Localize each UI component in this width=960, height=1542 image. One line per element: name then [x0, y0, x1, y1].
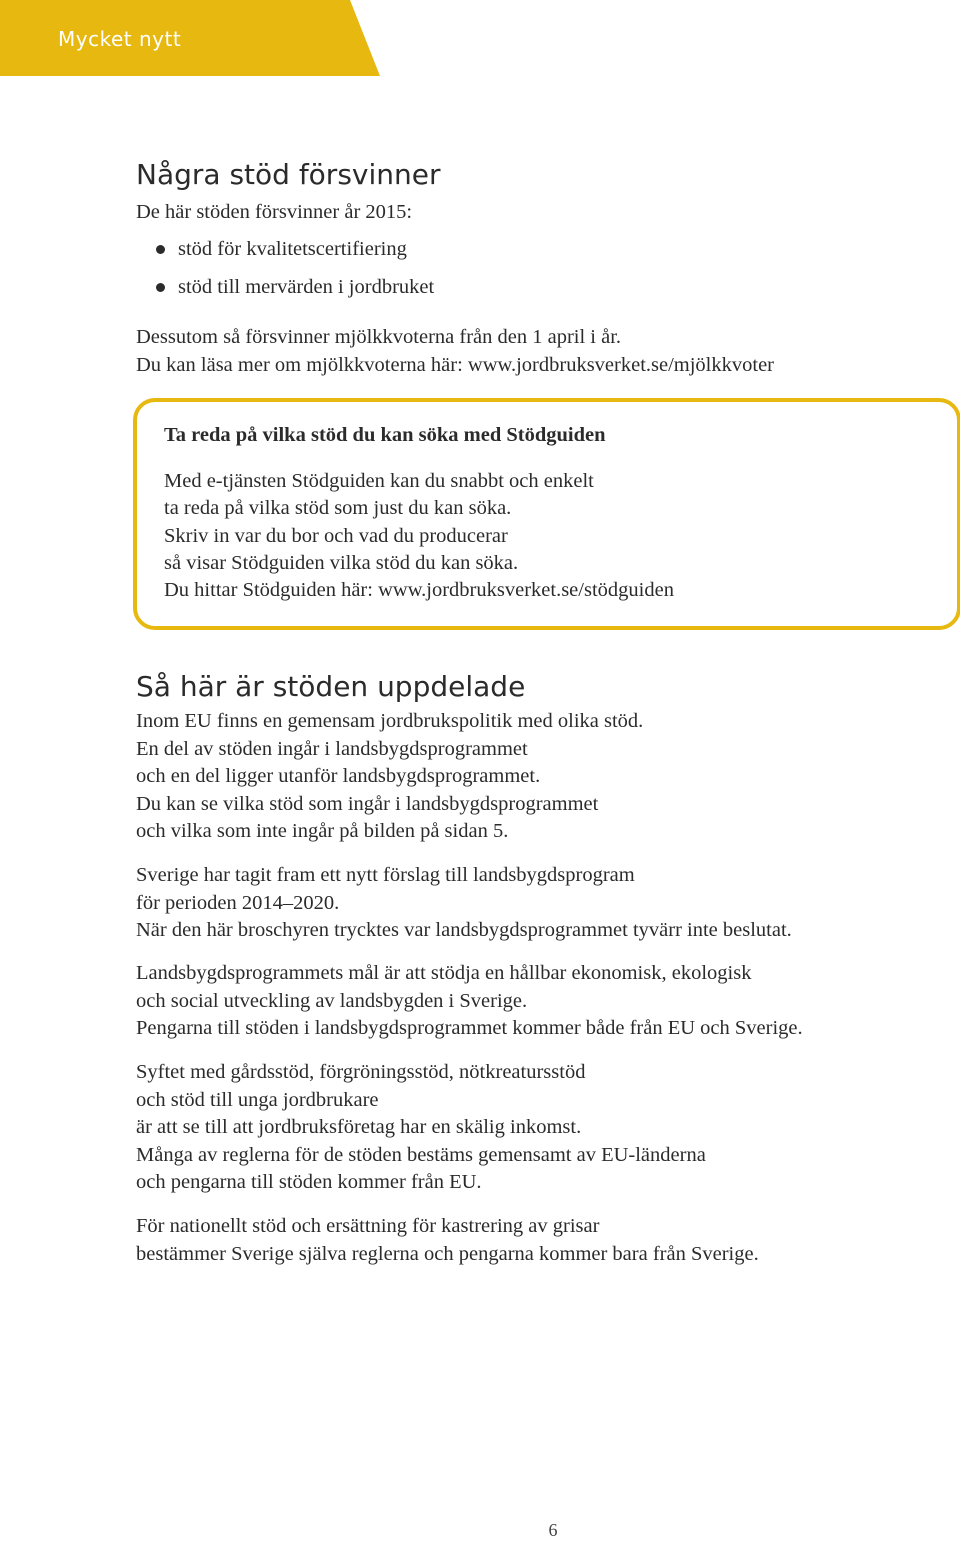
list-item: stöd för kvalitetscertifiering	[136, 236, 434, 274]
section-heading-support-division: Så här är stöden uppdelade	[136, 670, 526, 703]
bullet-list	[136, 236, 434, 312]
section-heading-disappearing-support: Några stöd försvinner	[136, 158, 441, 191]
info-box-title: Ta reda på vilka stöd du kan söka med Stödguiden	[164, 424, 606, 446]
section-tab-label: Mycket nytt	[58, 27, 182, 51]
milk-quota-link-line: Du kan läsa mer om mjölkkvoterna här: www.jordbruksverket.se/mjölkkvoter	[136, 353, 775, 376]
page-number: 6	[548, 1520, 558, 1540]
paragraph-new-proposal: Sverige har tagit fram ett nytt förslag till landsbygdsprogram för perioden 2014–2020. När den här broschyren trycktes var landsbygdsprogrammet tyvärr inte beslutat.	[136, 864, 792, 941]
milk-quota-paragraph: Dessutom så försvinner mjölkkvoterna från den 1 april i år. Du kan läsa mer om mjölkkvoterna här: www.jordbruksverket.se/mjölkkvoter	[136, 324, 774, 379]
bullet-icon	[156, 245, 165, 254]
paragraph-national-support: För nationellt stöd och ersättning för kastrering av grisar bestämmer Sverige själva reglerna och pengarna kommer bara från Sverige.	[136, 1215, 759, 1265]
paragraph-eu-policy: Inom EU finns en gemensam jordbrukspolitik med olika stöd. En del av stöden ingår i landsbygdsprogrammet och en del ligger utanför landsbygdsprogrammet. Du kan se vilka stöd som ingår i landsbygdsprogrammet och vilka som inte ingår på bilden på sidan 5.	[136, 710, 644, 842]
info-box-body: Med e-tjänsten Stödguiden kan du snabbt och enkelt ta reda på vilka stöd som just du kan söka. Skriv in var du bor och vad du producerar så visar Stödguiden vilka stöd du kan söka. Du hittar Stödguiden här: www.jordbruksverket.se/stödguiden	[164, 468, 674, 604]
paragraph-purpose: Syftet med gårdsstöd, förgröningsstöd, nötkreatursstöd och stöd till unga jordbrukare är att se till att jordbruksföretag har en skälig inkomst. Många av reglerna för de stöden bestäms gemensamt av EU-länderna och pengarna till stöden kommer från EU.	[136, 1061, 706, 1193]
bullet-icon	[156, 283, 165, 292]
paragraph-program-goals: Landsbygdsprogrammets mål är att stödja en hållbar ekonomisk, ekologisk och social utveckling av landsbygden i Sverige. Pengarna till stöden i landsbygdsprogrammet kommer både från EU och Sverige.	[136, 962, 803, 1039]
list-item: stöd till mervärden i jordbruket	[136, 274, 434, 312]
stodguiden-link-line: Du hittar Stödguiden här: www.jordbruksverket.se/stödguiden	[164, 579, 674, 602]
stodguiden-info-box	[133, 398, 960, 630]
section-tab	[0, 0, 380, 76]
intro-text: De här stöden försvinner år 2015:	[136, 201, 413, 223]
